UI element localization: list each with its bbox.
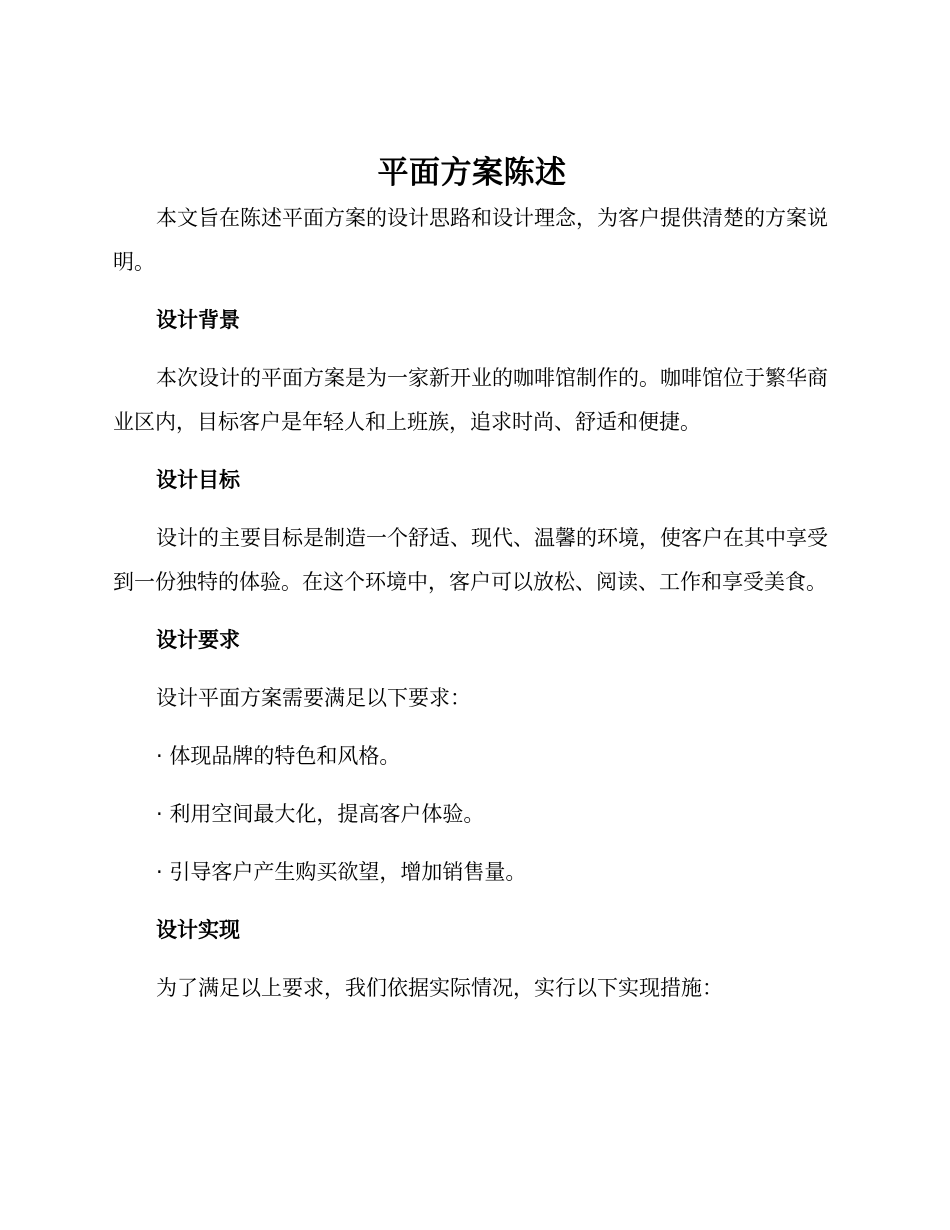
section-heading-background: 设计背景 [156,308,240,332]
background-paragraph: 本次设计的平面方案是为一家新开业的咖啡馆制作的。咖啡馆位于繁华商业区内，目标客户是年轻人和上班族，追求时尚、舒适和便捷。 [113,366,828,434]
requirements-paragraph: 设计平面方案需要满足以下要求： [156,686,471,710]
document-page [113,150,831,1024]
requirement-item: · 引导客户产生购买欲望，增加销售量。 [156,860,527,884]
goal-paragraph: 设计的主要目标是制造一个舒适、现代、温馨的环境，使客户在其中享受到一份独特的体验。在这个环境中，客户可以放松、阅读、工作和享受美食。 [113,526,828,594]
requirement-item: · 体现品牌的特色和风格。 [156,744,401,768]
section-heading-requirements: 设计要求 [156,628,240,652]
document-title: 平面方案陈述 [377,155,567,191]
section-heading-goal: 设计目标 [156,468,240,492]
intro-paragraph: 本文旨在陈述平面方案的设计思路和设计理念，为客户提供清楚的方案说明。 [113,206,828,274]
implementation-paragraph: 为了满足以上要求，我们依据实际情况，实行以下实现措施： [156,976,723,1000]
section-heading-implementation: 设计实现 [156,918,240,942]
requirement-item: · 利用空间最大化，提高客户体验。 [156,802,485,826]
